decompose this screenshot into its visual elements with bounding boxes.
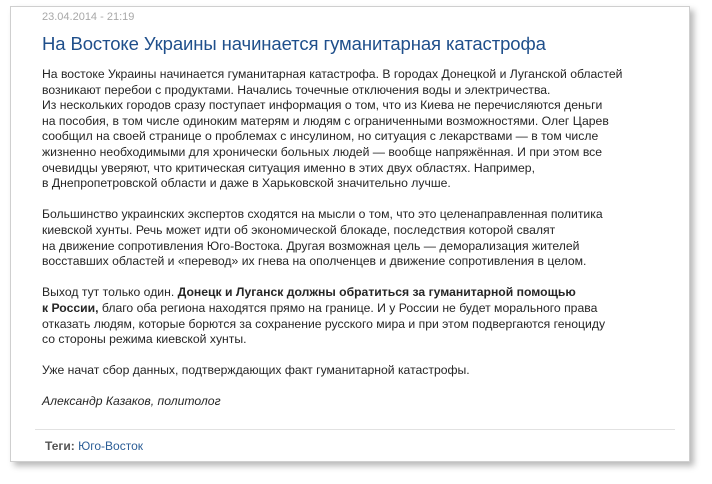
text-line: Уже начат сбор данных, подтверждающих факт гуманитарной катастрофы. (42, 363, 470, 378)
text-line (42, 285, 672, 301)
text-line: восставших областей и «перевод» их гнева на ополченцев и движение сопротивления в целом. (42, 254, 587, 269)
text-line: отказать людям, которые борются за сохранение русского мира и при этом подвергаются геноциду (42, 316, 606, 331)
text-line: со стороны режима киевской хунты. (42, 332, 247, 347)
tags-bar (45, 439, 143, 453)
text-line: На востоке Украины начинается гуманитарная катастрофа. В городах Донецкой и Луганской областей (42, 67, 623, 81)
plain-text: благо оба региона находятся прямо на границе. И у России не будет морального права (98, 300, 598, 315)
article-paragraph-2 (42, 207, 672, 269)
article-card (10, 6, 690, 462)
text-line: Большинство украинских экспертов сходятся на мысли о том, что это целенаправленная политика (42, 207, 603, 222)
article-paragraph-4 (42, 363, 672, 379)
tags-label: Теги: (45, 439, 75, 453)
tag-link-yugo-vostok[interactable]: Юго-Восток (78, 439, 143, 453)
article-date: 23.04.2014 - 21:19 (42, 11, 135, 23)
signature-text: Александр Казаков, политолог (42, 394, 221, 409)
article-title: На Востоке Украины начинается гуманитарная катастрофа (42, 33, 546, 54)
article-paragraph-1 (42, 67, 672, 192)
text-line (42, 301, 672, 317)
plain-text: Выход тут только один. (42, 285, 178, 300)
article-signature (42, 394, 672, 410)
text-line: возникают перебои с продуктами. Начались точечные отключения воды и электричества. (42, 82, 551, 97)
text-line: киевской хунты. Речь может идти об экономической блокаде, последствия которой свалят (42, 222, 556, 237)
emphasis-text: к России, (42, 300, 99, 315)
emphasis-text: Донецк и Луганск должны обратиться за гуманитарной помощью (177, 285, 576, 300)
text-line: жизненно необходимыми для хронически больных людей — вообще напряжённая. И при этом все (42, 144, 603, 159)
text-line: очевидцы уверяют, что критическая ситуация именно в этих двух областях. Например, (42, 160, 535, 175)
text-line: в Днепропетровской области и даже в Харьковской значительно лучше. (42, 176, 451, 191)
text-line: на пособия, в том числе одиноким матерям и людям с ограниченными возможностями. Олег Царев (42, 113, 609, 128)
text-line: на движение сопротивления Юго-Востока. Другая возможная цель — деморализация жителей (42, 238, 580, 253)
text-line: Из нескольких городов сразу поступает информация о том, что из Киева не перечисляются деньги (42, 98, 603, 113)
text-line: сообщил на своей странице о проблемах с инсулином, но ситуация с лекарствами — в том числе (42, 129, 599, 144)
article-paragraph-3 (42, 285, 672, 347)
divider (35, 429, 675, 430)
article-body (42, 67, 672, 426)
